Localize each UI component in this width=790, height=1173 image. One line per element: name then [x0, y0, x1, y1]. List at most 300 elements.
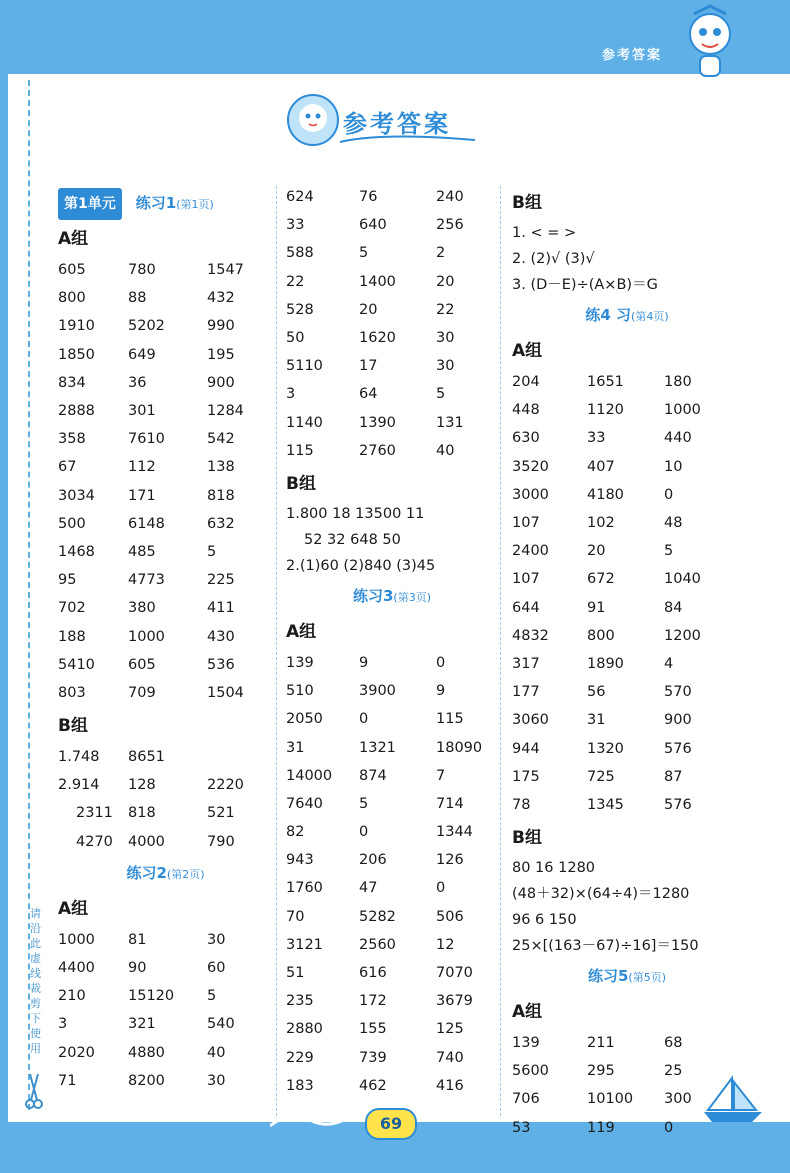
answer-row [58, 743, 273, 771]
answer-cell: 128 [128, 777, 156, 794]
group-label: B组 [58, 716, 88, 736]
answer-cell: 1140 [286, 414, 323, 431]
answer-cell: 2 [436, 245, 446, 262]
answer-cell: 4832 [512, 627, 549, 644]
column-3 [512, 184, 742, 1142]
answer-line: 25×[(163－67)÷16]＝150 [512, 938, 699, 954]
answer-row [286, 437, 498, 465]
answer-cell: 321 [128, 1016, 156, 1033]
answer-cell: 33 [286, 217, 305, 234]
answer-cell: 317 [512, 655, 540, 672]
answer-row [58, 312, 273, 340]
answer-rows [512, 368, 742, 819]
answer-cell: 3121 [286, 936, 323, 953]
answer-cell: 4000 [128, 833, 165, 850]
answer-rows [58, 743, 273, 856]
answer-row [58, 622, 273, 650]
answer-cell: 632 [207, 515, 235, 532]
sailboat-icon [698, 1074, 768, 1124]
answer-cell: 102 [587, 515, 615, 532]
answer-cell: 5410 [58, 656, 95, 673]
practice-label: 练习3 [352, 586, 394, 605]
answer-cell: 175 [512, 768, 540, 785]
answer-cell: 709 [128, 684, 156, 701]
answer-cell: 115 [436, 711, 464, 728]
answer-cell: 1390 [359, 414, 396, 431]
answer-row [286, 352, 498, 380]
answer-cell: 521 [207, 805, 235, 822]
answer-cell: 1000 [128, 628, 165, 645]
answer-cell: 900 [207, 374, 235, 391]
answer-row [512, 594, 742, 622]
answer-cell: 1284 [207, 403, 244, 420]
answer-cell: 138 [207, 459, 235, 476]
answer-row [512, 791, 742, 819]
answer-cell: 1.748 [58, 749, 100, 766]
answer-cell: 2400 [512, 543, 549, 560]
answer-cell: 943 [286, 852, 314, 869]
answer-row [58, 397, 273, 425]
answer-cell: 2020 [58, 1044, 95, 1061]
answer-cell: 1321 [359, 739, 396, 756]
answer-row [286, 649, 498, 677]
answer-cell: 30 [207, 931, 226, 948]
answer-cell: 432 [207, 290, 235, 307]
answer-cell: 112 [128, 459, 156, 476]
group-label: A组 [58, 229, 89, 249]
answer-cell: 126 [436, 852, 464, 869]
answer-cell: 51 [286, 965, 305, 982]
practice-heading [286, 581, 498, 613]
answer-cell: 71 [58, 1072, 77, 1089]
answer-cell: 624 [286, 189, 314, 206]
answer-cell: 800 [58, 290, 86, 307]
answer-cell: 440 [664, 430, 692, 447]
answer-cell: 1400 [359, 273, 396, 290]
answer-cell: 81 [128, 931, 147, 948]
answer-line: 52 32 648 50 [304, 531, 401, 548]
answer-cell: 4400 [58, 960, 95, 977]
answer-cell: 672 [587, 571, 615, 588]
answer-cell: 67 [58, 459, 77, 476]
answer-row [58, 425, 273, 453]
answer-cell: 0 [664, 486, 674, 503]
answer-cell: 295 [587, 1063, 615, 1080]
answer-cell: 3000 [512, 486, 549, 503]
answer-cell: 430 [207, 628, 235, 645]
answer-line: 1.800 18 13500 11 [286, 505, 425, 522]
answer-row [286, 733, 498, 761]
answer-cell: 91 [587, 599, 606, 616]
group-label: A组 [286, 621, 317, 642]
answer-cell: 1890 [587, 655, 624, 672]
answer-cell: 2311 [76, 805, 113, 822]
answer-cell: 0 [436, 880, 446, 897]
answer-cell: 2760 [359, 442, 396, 459]
answer-row [512, 678, 742, 706]
answer-cell: 3520 [512, 458, 549, 475]
answer-cell: 18090 [436, 739, 483, 756]
answer-line: 96 6 150 [512, 912, 577, 928]
answer-cell: 0 [436, 654, 446, 671]
answer-cell: 1320 [587, 740, 624, 757]
answer-cell: 740 [436, 1049, 464, 1066]
answer-cell: 714 [436, 795, 464, 812]
answer-line: 80 16 1280 [512, 860, 596, 876]
answer-cell: 1200 [664, 627, 701, 644]
answer-cell: 3034 [58, 487, 95, 504]
answer-cell: 416 [436, 1077, 464, 1094]
answer-cell: 4880 [128, 1044, 165, 1061]
answer-cell: 485 [128, 543, 156, 560]
answer-cell: 125 [436, 1021, 464, 1038]
practice-label: 练4 习 [585, 306, 632, 324]
answer-line: 3. (D－E)÷(A×B)＝G [512, 277, 658, 293]
answer-cell: 10100 [587, 1091, 634, 1108]
answer-cell: 944 [512, 740, 540, 757]
answer-cell: 210 [58, 988, 86, 1005]
answer-cell: 195 [207, 346, 235, 363]
answer-row [512, 424, 742, 452]
answer-cell: 1850 [58, 346, 95, 363]
answer-cell: 31 [286, 739, 305, 756]
answer-cell: 803 [58, 684, 86, 701]
column-divider [276, 186, 277, 1116]
answer-cell: 5 [207, 988, 217, 1005]
answer-row [286, 677, 498, 705]
group-label: A组 [58, 898, 89, 919]
answer-row [286, 903, 498, 931]
answer-cell: 644 [512, 599, 540, 616]
answer-cell: 78 [512, 796, 531, 813]
answer-cell: 240 [436, 189, 464, 206]
answer-cell: 1468 [58, 543, 95, 560]
answer-row [286, 1072, 498, 1100]
answer-cell: 1000 [664, 402, 701, 419]
answer-row [286, 324, 498, 352]
group-label: B组 [512, 828, 542, 848]
answer-row [286, 183, 498, 211]
answer-row [58, 679, 273, 707]
answer-cell: 9 [359, 654, 369, 671]
answer-cell: 1504 [207, 684, 244, 701]
answer-cell: 528 [286, 301, 314, 318]
answer-row [512, 453, 742, 481]
answer-row [286, 239, 498, 267]
answer-row [58, 828, 273, 856]
answer-cell: 87 [664, 768, 683, 785]
answer-cell: 3060 [512, 712, 549, 729]
answer-row [286, 762, 498, 790]
answer-cell: 780 [128, 262, 156, 279]
answer-cell: 1620 [359, 330, 396, 347]
practice-page: (第4页) [631, 310, 669, 323]
answer-cell: 605 [128, 656, 156, 673]
answer-row [286, 268, 498, 296]
answer-row [58, 1039, 273, 1067]
answer-cell: 874 [359, 767, 387, 784]
answer-cell: 20 [359, 301, 378, 318]
answer-cell: 5 [436, 386, 446, 403]
answer-cell: 1760 [286, 880, 323, 897]
answer-row [286, 380, 498, 408]
answer-cell: 616 [359, 965, 387, 982]
answer-cell: 8200 [128, 1072, 165, 1089]
answer-cell: 301 [128, 403, 156, 420]
answer-cell: 172 [359, 993, 387, 1010]
answer-cell: 576 [664, 740, 692, 757]
answer-cell: 2560 [359, 936, 396, 953]
answer-cell: 107 [512, 571, 540, 588]
answer-cell: 10 [664, 458, 683, 475]
answer-cell: 358 [58, 431, 86, 448]
answer-row [58, 926, 273, 954]
answer-cell: 84 [664, 599, 683, 616]
answer-cell: 834 [58, 374, 86, 391]
page-title: 参考答案 [343, 110, 451, 138]
answer-cell: 3679 [436, 993, 473, 1010]
unit-heading [58, 188, 273, 220]
answer-row [58, 510, 273, 538]
answer-cell: 380 [128, 600, 156, 617]
answer-cell: 0 [359, 824, 369, 841]
answer-cell: 36 [128, 374, 147, 391]
answer-cell: 17 [359, 358, 378, 375]
answer-cell: 1910 [58, 318, 95, 335]
practice-page: (第3页) [393, 590, 432, 604]
answer-row [58, 954, 273, 982]
answer-cell: 448 [512, 402, 540, 419]
answer-cell: 183 [286, 1077, 314, 1094]
practice-page: (第2页) [166, 867, 205, 881]
answer-cell: 188 [58, 628, 86, 645]
answer-cell: 82 [286, 824, 305, 841]
answer-row [58, 341, 273, 369]
answer-cell: 818 [128, 805, 156, 822]
answer-line: (48＋32)×(64÷4)＝1280 [512, 886, 690, 902]
answer-cell: 4180 [587, 486, 624, 503]
answer-cell: 630 [512, 430, 540, 447]
answer-row [58, 799, 273, 827]
answer-cell: 12 [436, 936, 455, 953]
group-label: A组 [512, 341, 543, 361]
answer-row [58, 369, 273, 397]
answer-cell: 139 [512, 1035, 540, 1052]
answer-row [58, 453, 273, 481]
answer-cell: 510 [286, 683, 314, 700]
answer-cell: 3 [58, 1016, 68, 1033]
answer-cell: 206 [359, 852, 387, 869]
practice-label: 练习1 [135, 194, 177, 212]
answer-cell: 90 [128, 960, 147, 977]
answer-cell: 31 [587, 712, 606, 729]
answer-cell: 60 [207, 960, 226, 977]
answer-cell: 900 [664, 712, 692, 729]
answer-row [512, 1029, 742, 1057]
answer-row [58, 1067, 273, 1095]
answer-cell: 3900 [359, 683, 396, 700]
answer-cell: 411 [207, 600, 235, 617]
answer-cell: 171 [128, 487, 156, 504]
answer-cell: 990 [207, 318, 235, 335]
answer-cell: 1120 [587, 402, 624, 419]
answer-cell: 5 [207, 543, 217, 560]
answer-cell: 22 [286, 273, 305, 290]
answer-cell: 706 [512, 1091, 540, 1108]
answer-row [512, 481, 742, 509]
answer-cell: 47 [359, 880, 378, 897]
answer-row [286, 818, 498, 846]
answer-cell: 1344 [436, 824, 473, 841]
answer-cell: 4 [664, 655, 674, 672]
answer-row [512, 763, 742, 791]
answer-cell: 22 [436, 301, 455, 318]
answer-cell: 30 [207, 1072, 226, 1089]
answer-cell: 300 [664, 1091, 692, 1108]
unit-badge: 第1单元 [58, 188, 122, 220]
answer-row [58, 284, 273, 312]
answer-row [286, 211, 498, 239]
answer-row [58, 594, 273, 622]
answer-cell: 790 [207, 833, 235, 850]
answer-cell: 4773 [128, 572, 165, 589]
answer-cell: 588 [286, 245, 314, 262]
wave-icon [270, 1108, 360, 1130]
answer-row [286, 959, 498, 987]
answer-line: 2. (2)√ (3)√ [512, 251, 595, 267]
answer-cell: 25 [664, 1063, 683, 1080]
answer-row [512, 396, 742, 424]
answer-row [286, 296, 498, 324]
answer-row [58, 1010, 273, 1038]
answer-cell: 115 [286, 442, 314, 459]
answer-cell: 30 [436, 358, 455, 375]
answer-line: 1. < = > [512, 225, 577, 241]
answer-cell: 8651 [128, 749, 165, 766]
practice-label: 练习2 [126, 863, 167, 882]
answer-cell: 506 [436, 908, 464, 925]
column-2 [286, 183, 498, 1100]
answer-row [58, 982, 273, 1010]
answer-row [286, 1015, 498, 1043]
answer-cell: 20 [436, 273, 455, 290]
answer-cell: 7070 [436, 965, 473, 982]
answer-cell: 2880 [286, 1021, 323, 1038]
answer-cell: 40 [207, 1044, 226, 1061]
answer-cell: 818 [207, 487, 235, 504]
answer-row [286, 705, 498, 733]
answer-cell: 33 [587, 430, 606, 447]
answer-row [512, 734, 742, 762]
answer-row [58, 256, 273, 284]
answer-row [286, 846, 498, 874]
answer-row [512, 509, 742, 537]
answer-cell: 702 [58, 600, 86, 617]
answer-cell: 9 [436, 683, 446, 700]
answer-cell: 53 [512, 1119, 531, 1136]
answer-rows [58, 926, 273, 1095]
header-label: 参考答案 [602, 48, 663, 63]
answer-cell: 570 [664, 684, 692, 701]
answer-cell: 139 [286, 654, 314, 671]
answer-cell: 542 [207, 431, 235, 448]
answer-cell: 56 [587, 684, 606, 701]
practice-label: 练习5 [587, 967, 629, 985]
cut-note: 请沿此虚线裁剪下使用 [30, 907, 41, 1055]
answer-row [512, 368, 742, 396]
column-divider [500, 186, 501, 1116]
answer-rows [286, 649, 498, 1100]
practice-page: (第5页) [628, 971, 667, 984]
answer-cell: 50 [286, 330, 305, 347]
answer-row [58, 771, 273, 799]
answer-row [58, 651, 273, 679]
answer-cell: 2220 [207, 777, 244, 794]
answer-cell: 640 [359, 217, 387, 234]
answer-cell: 5 [359, 245, 369, 262]
answer-cell: 40 [436, 442, 455, 459]
answer-cell: 7640 [286, 795, 323, 812]
top-banner [0, 0, 790, 74]
group-label: B组 [512, 193, 542, 213]
answer-cell: 95 [58, 572, 77, 589]
answer-cell: 131 [436, 414, 464, 431]
answer-row [512, 650, 742, 678]
answer-cell: 211 [587, 1035, 615, 1052]
answer-cell: 30 [436, 330, 455, 347]
answer-cell: 256 [436, 217, 464, 234]
answer-row [58, 566, 273, 594]
answer-cell: 5 [359, 795, 369, 812]
answer-row [286, 409, 498, 437]
answer-cell: 649 [128, 346, 156, 363]
answer-cell: 119 [587, 1119, 615, 1136]
answer-cell: 576 [664, 796, 692, 813]
answer-cell: 15120 [128, 988, 175, 1005]
answer-cell: 3 [286, 386, 296, 403]
answer-cell: 5 [664, 543, 674, 560]
answer-cell: 155 [359, 1021, 387, 1038]
answer-cell: 204 [512, 374, 540, 391]
mascot-icon [680, 4, 742, 84]
answer-rows [286, 183, 498, 465]
answer-cell: 7 [436, 767, 446, 784]
answer-cell: 1547 [207, 262, 244, 279]
answer-cell: 500 [58, 515, 86, 532]
practice-heading [512, 300, 742, 332]
answer-cell: 725 [587, 768, 615, 785]
answer-cell: 6148 [128, 515, 165, 532]
practice-heading [512, 961, 742, 993]
answer-row [58, 482, 273, 510]
answer-cell: 2.914 [58, 777, 100, 794]
practice-heading [58, 858, 273, 890]
answer-cell: 1000 [58, 931, 95, 948]
page-number: 69 [365, 1108, 417, 1140]
answer-cell: 64 [359, 386, 378, 403]
answer-cell: 536 [207, 656, 235, 673]
answer-row [512, 706, 742, 734]
answer-row [286, 790, 498, 818]
practice-page: (第1页) [176, 198, 214, 211]
answer-cell: 48 [664, 515, 683, 532]
answer-cell: 1345 [587, 796, 624, 813]
answer-cell: 800 [587, 627, 615, 644]
answer-row [286, 1044, 498, 1072]
answer-cell: 1651 [587, 374, 624, 391]
answer-cell: 4270 [76, 833, 113, 850]
answer-cell: 5282 [359, 908, 396, 925]
